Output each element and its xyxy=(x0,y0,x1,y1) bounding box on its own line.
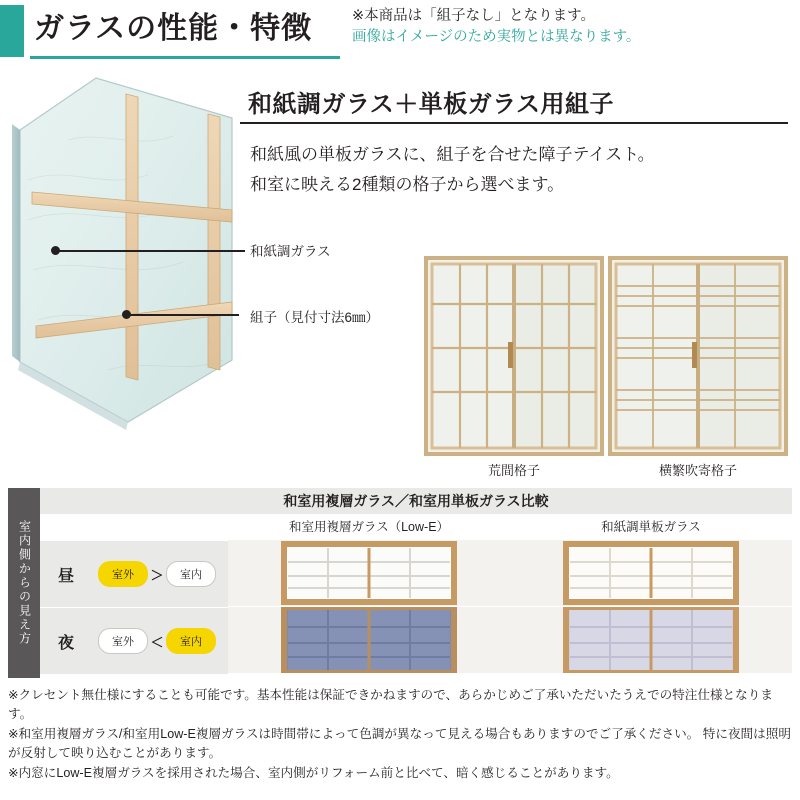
header-underline xyxy=(30,56,340,59)
sample-door-arama xyxy=(424,256,604,461)
comparison-column-2-label: 和紙調単板ガラス xyxy=(601,520,701,534)
comparison-row-day-label xyxy=(40,540,228,607)
panel-illustration xyxy=(8,70,248,430)
row-night-title: 夜 xyxy=(58,635,75,652)
comparison-heading: 和室用複層ガラス／和室用単板ガラス比較 xyxy=(40,488,792,514)
cell-night-washi-svg xyxy=(510,607,792,673)
sample-door-yokoshige-svg xyxy=(608,256,788,456)
footnote-2: ※和室用複層ガラス/和室用Low-E複層ガラスは時間帯によって色調が異なって見える場合もありますのでご了承ください。 特に夜間は照明が反射して映り込むことがあります。 xyxy=(8,727,791,760)
header-note-line2: 画像はイメージのため実物とは異なります。 xyxy=(352,29,641,45)
comparison-cell-night-lowe xyxy=(228,607,510,673)
comparison-cell-night-washi xyxy=(510,607,792,673)
sample-caption-arama: 荒間格子 xyxy=(487,463,540,478)
row-night-chip-outside: 室外 xyxy=(98,628,148,654)
handle xyxy=(692,342,697,368)
callout-label-kumiko: 組子（見付寸法6㎜） xyxy=(250,310,380,325)
comparison-block xyxy=(8,488,792,678)
comparison-cell-day-lowe xyxy=(228,540,510,606)
footnote-1: ※クレセント無仕様にすることも可能です。基本性能は保証できかねますので、あらかじめご了承いただいたうえでの特注仕様となります。 xyxy=(8,688,773,721)
product-title: 和紙調ガラス＋単板ガラス用組子 xyxy=(248,91,615,118)
product-description-line2: 和室に映える2種類の格子から選べます。 xyxy=(250,175,565,194)
comparison-column-1-label: 和室用複層ガラス（Low-E） xyxy=(288,520,450,534)
product-description-line1: 和紙風の単板ガラスに、組子を合せた障子テイスト。 xyxy=(250,145,655,164)
cell-day-washi-svg xyxy=(510,540,792,606)
page-title: ガラスの性能・特徴 xyxy=(34,12,313,45)
row-day-chip-inside: 室内 xyxy=(166,561,216,587)
row-night-operator: ＜ xyxy=(150,634,164,650)
footnote-3: ※内窓にLow-E複層ガラスを採用された場合、室内側がリフォーム前と比べて、暗く感じることがあります。 xyxy=(8,766,619,780)
handle xyxy=(508,342,513,368)
row-night-pill xyxy=(98,628,216,654)
row-day-chip-outside: 室外 xyxy=(98,561,148,587)
footnotes xyxy=(8,686,792,784)
glass-edge xyxy=(12,124,20,362)
comparison-side-label-text: 室内側からの見え方 xyxy=(17,520,32,646)
comparison-side-label xyxy=(8,488,40,678)
row-day-operator: ＞ xyxy=(150,567,164,583)
product-description xyxy=(250,140,790,200)
comparison-row-night-label xyxy=(40,607,228,674)
header-accent-bar xyxy=(0,5,24,57)
sample-door-arama-svg xyxy=(424,256,604,456)
sample-door-yokoshige xyxy=(608,256,788,461)
row-night-chip-inside: 室内 xyxy=(166,628,216,654)
callout-line-kumiko xyxy=(127,314,239,316)
product-title-rule xyxy=(240,122,788,124)
callout-label-glass: 和紙調ガラス xyxy=(250,244,331,259)
comparison-cell-day-washi xyxy=(510,540,792,606)
row-day-title: 昼 xyxy=(58,568,75,585)
page-header xyxy=(0,0,800,62)
cell-night-lowe-svg xyxy=(228,607,510,673)
header-note-line1: ※本商品は「組子なし」となります。 xyxy=(352,8,595,24)
sample-caption-yokoshige: 横繁吹寄格子 xyxy=(658,463,737,478)
row-day-pill xyxy=(98,561,216,587)
cell-day-lowe-svg xyxy=(228,540,510,606)
header-note xyxy=(352,6,798,48)
callout-line-glass xyxy=(55,250,245,252)
